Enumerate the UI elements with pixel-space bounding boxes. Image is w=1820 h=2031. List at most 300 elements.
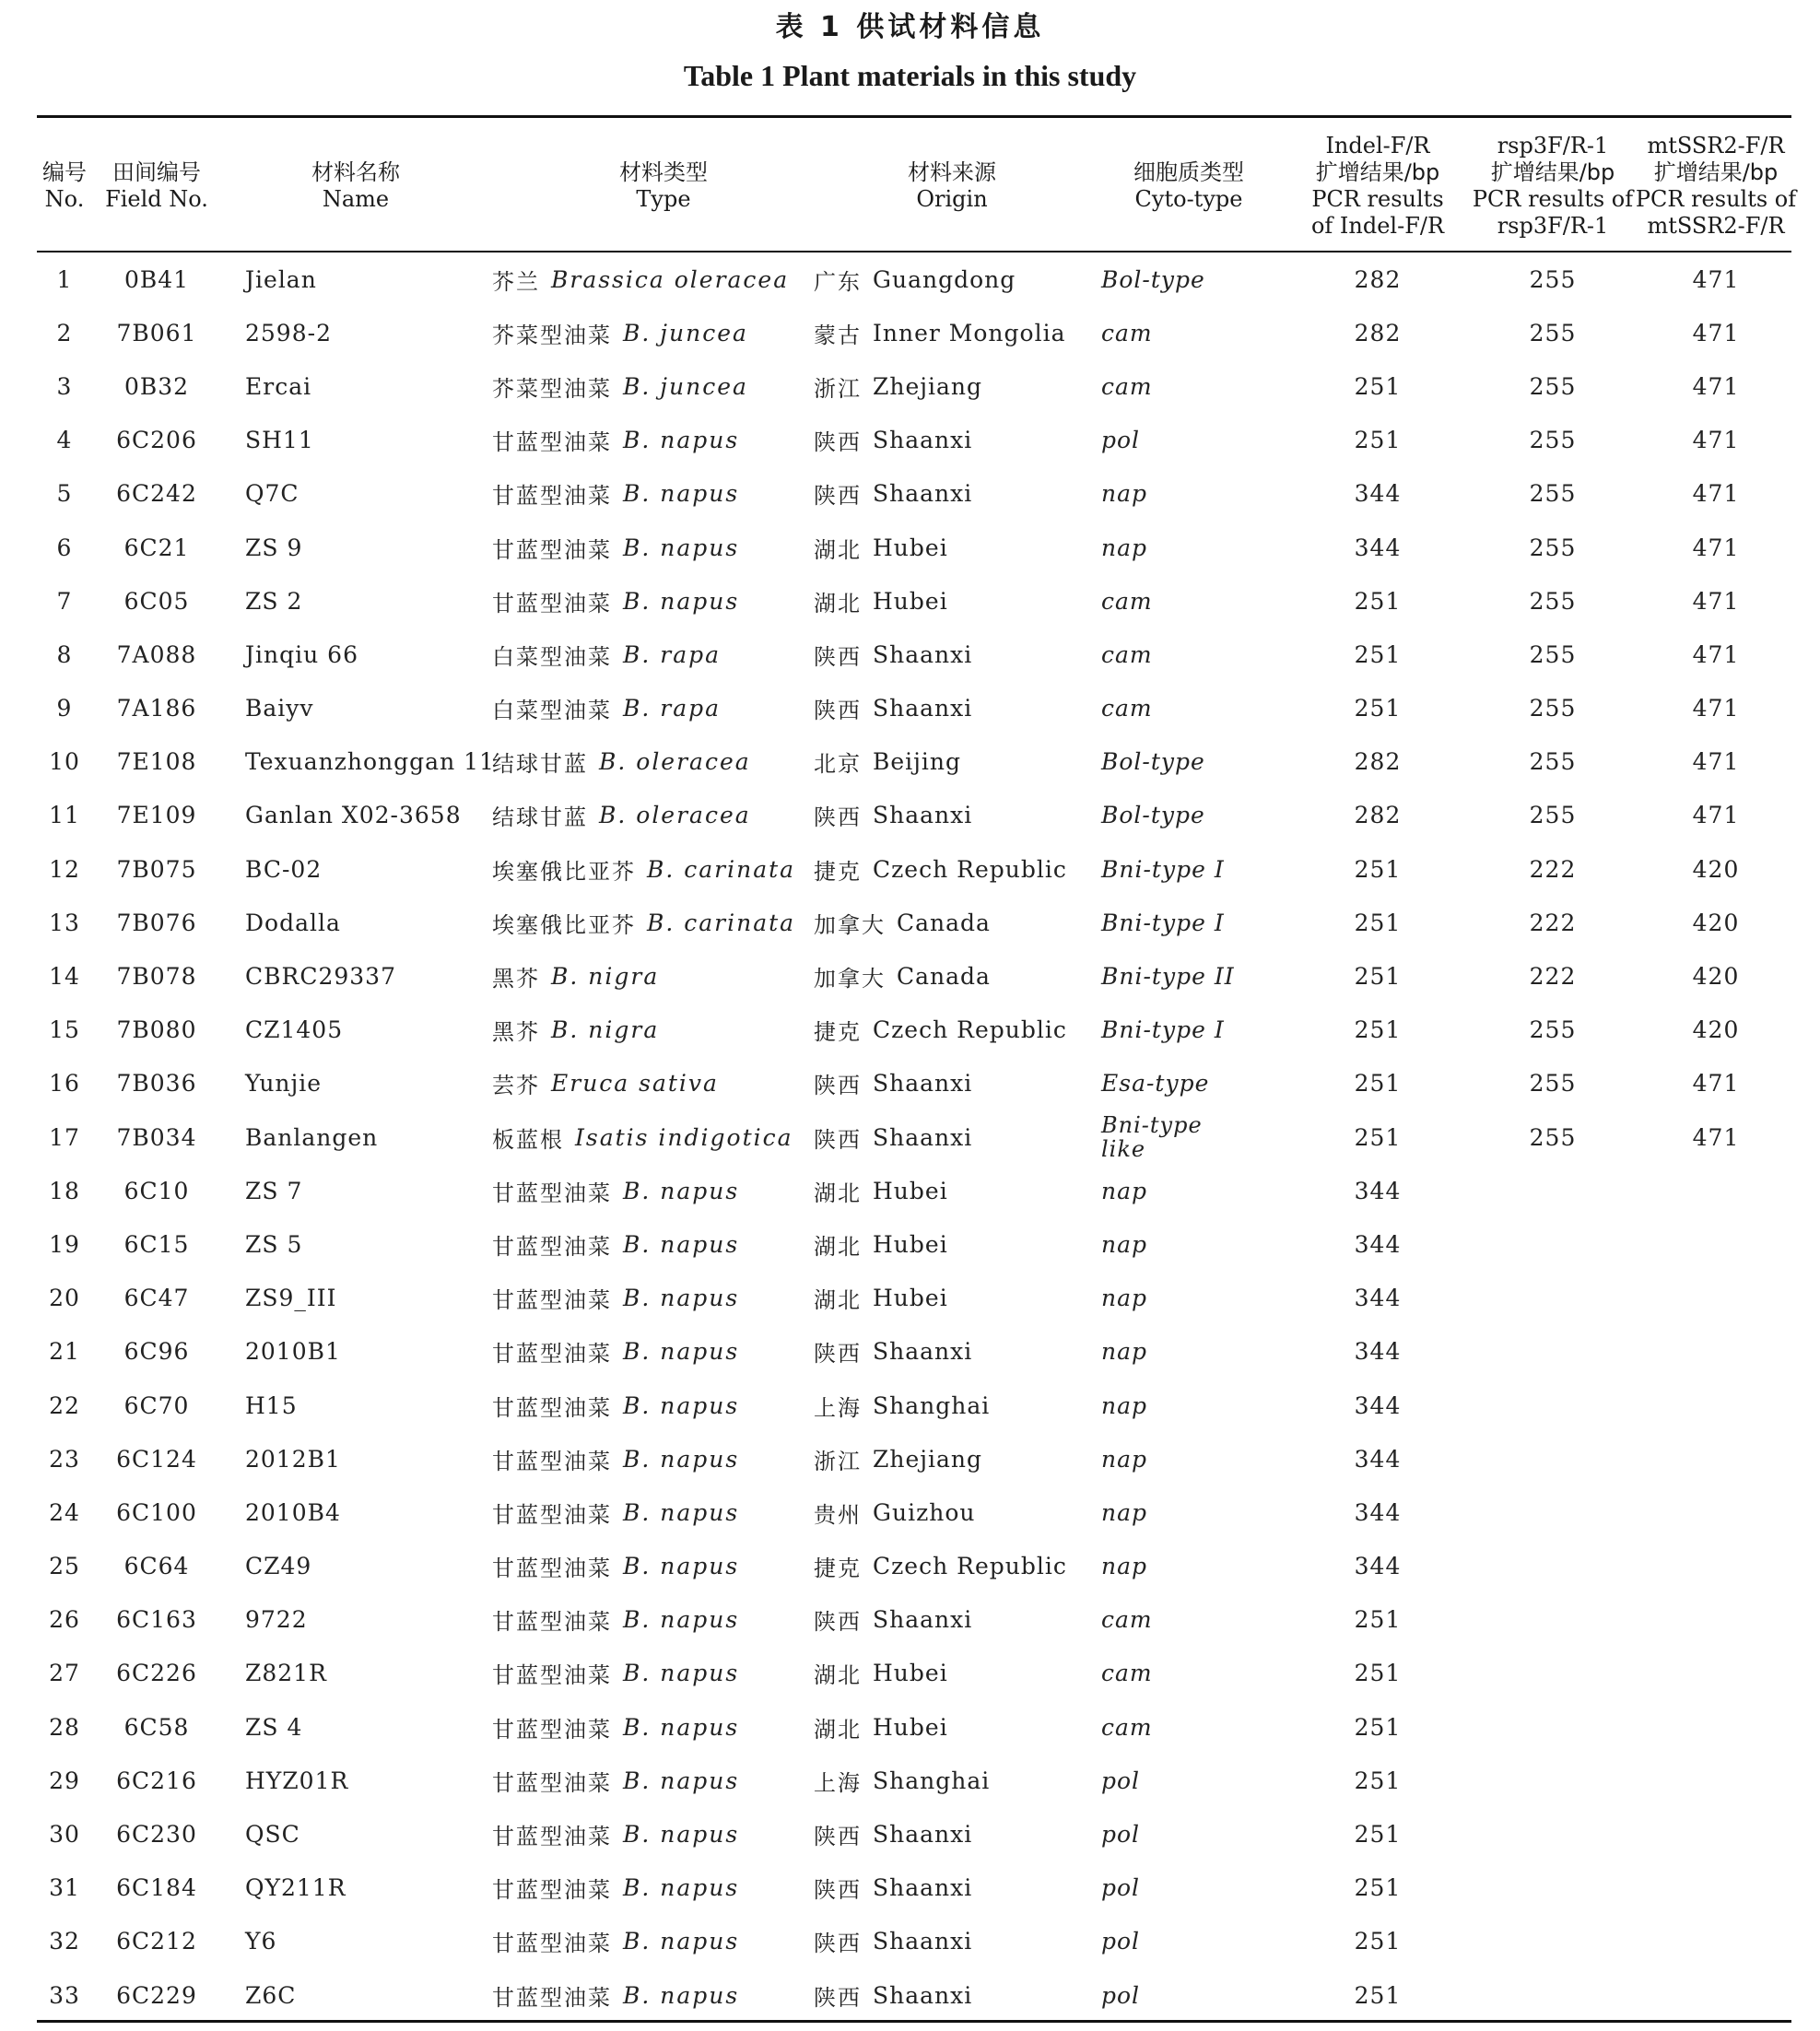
header-cyto-en: Cyto-type	[1134, 186, 1243, 212]
cell-name: Y6	[245, 1928, 277, 1955]
type-cn: 芥兰	[492, 268, 540, 295]
header-no-cn: 编号	[42, 159, 87, 185]
origin-en: Guizhou	[873, 1498, 976, 1526]
header-field-en: Field No.	[105, 186, 208, 212]
cell-name: CZ1405	[245, 1016, 344, 1044]
origin-cn: 上海	[814, 1394, 862, 1421]
cell-cyto-type	[1101, 252, 1286, 306]
cell-no: 29	[49, 1767, 80, 1794]
type-cn: 甘蓝型油菜	[492, 1877, 612, 1904]
header-origin-en: Origin	[916, 186, 988, 212]
cell-indel-result: 344	[1354, 534, 1402, 561]
origin-cn: 湖北	[814, 1716, 862, 1743]
table-row	[37, 1700, 1791, 1754]
cell-field-no: 6C216	[116, 1767, 197, 1794]
type-species: B. juncea	[623, 319, 748, 346]
cell-cyto-type	[1101, 1110, 1286, 1164]
origin-cn: 陕西	[814, 1984, 862, 2011]
cell-origin	[814, 1968, 1118, 2022]
origin-en: Shaanxi	[873, 695, 973, 722]
cell-no: 3	[56, 372, 73, 400]
cell-mtssr-result: 471	[1692, 534, 1740, 561]
type-species: B. napus	[623, 1606, 740, 1634]
cell-rsp-result: 255	[1529, 695, 1577, 722]
header-origin-cn: 材料来源	[908, 159, 996, 185]
cell-type	[492, 1272, 842, 1325]
cell-mtssr-result: 420	[1692, 909, 1740, 936]
cell-name: 9722	[245, 1606, 308, 1634]
cell-field-no: 7B078	[116, 963, 197, 991]
cyto-type-text: cam	[1101, 319, 1153, 346]
type-cn: 甘蓝型油菜	[492, 1984, 612, 2011]
table-row	[37, 414, 1791, 467]
table-row	[37, 521, 1791, 574]
cell-type	[492, 521, 842, 574]
cell-origin	[814, 252, 1118, 306]
top-rule	[37, 115, 1791, 118]
cell-name: QY211R	[245, 1874, 346, 1902]
cell-cyto-type	[1101, 1861, 1286, 1915]
cell-origin	[814, 949, 1118, 1003]
cell-field-no: 6C47	[123, 1285, 190, 1312]
type-species: B. napus	[623, 1498, 740, 1526]
origin-cn: 广东	[814, 268, 862, 295]
cell-mtssr-result: 471	[1692, 480, 1740, 508]
table-row	[37, 359, 1791, 413]
header-name-en: Name	[322, 186, 390, 212]
type-species: B. napus	[623, 1981, 740, 2009]
cell-mtssr-result: 420	[1692, 1016, 1740, 1044]
cell-indel-result: 251	[1354, 963, 1402, 991]
header-field	[92, 122, 221, 251]
cell-cyto-type	[1101, 1485, 1286, 1539]
origin-cn: 陕西	[814, 1609, 862, 1636]
table-row	[37, 252, 1791, 306]
type-cn: 芥菜型油菜	[492, 375, 612, 402]
cell-name: Q7C	[245, 480, 299, 508]
cell-indel-result: 251	[1354, 372, 1402, 400]
type-cn: 芸芥	[492, 1073, 540, 1099]
type-species: B. napus	[623, 1713, 740, 1741]
type-species: B. napus	[623, 1445, 740, 1473]
cell-mtssr-result: 471	[1692, 1070, 1740, 1098]
cell-rsp-result: 255	[1529, 534, 1577, 561]
table-row	[37, 842, 1791, 896]
table-row	[37, 896, 1791, 949]
type-species: B. napus	[623, 1177, 740, 1204]
cell-field-no: 7B076	[116, 909, 197, 936]
header-indel-l4: of Indel-F/R	[1310, 213, 1445, 239]
cell-type	[492, 682, 842, 735]
table-row	[37, 306, 1791, 359]
origin-cn: 加拿大	[814, 966, 886, 992]
cell-field-no: 6C58	[123, 1713, 190, 1741]
origin-en: Shaanxi	[873, 1821, 973, 1849]
cell-indel-result: 251	[1354, 1123, 1402, 1151]
type-species: B. napus	[623, 1928, 740, 1955]
cell-rsp-result: 255	[1529, 748, 1577, 776]
cyto-type-line2: like	[1101, 1136, 1146, 1163]
cell-origin	[814, 735, 1118, 789]
cyto-type-text: cam	[1101, 640, 1153, 668]
cell-origin	[814, 467, 1118, 521]
cell-rsp-result	[1465, 1540, 1640, 1593]
header-rsp	[1465, 122, 1640, 251]
cell-no: 20	[49, 1285, 80, 1312]
cell-mtssr-result: 471	[1692, 427, 1740, 454]
type-species: B. juncea	[623, 372, 748, 400]
cell-origin	[814, 1004, 1118, 1057]
type-cn: 甘蓝型油菜	[492, 1501, 612, 1528]
type-species: B. napus	[623, 1338, 740, 1366]
cell-field-no: 6C96	[123, 1338, 190, 1366]
cell-origin	[814, 1915, 1118, 1968]
cyto-type-text: pol	[1101, 1874, 1141, 1902]
type-cn: 甘蓝型油菜	[492, 1931, 612, 1957]
cell-name: 2012B1	[245, 1445, 341, 1473]
cell-origin	[814, 521, 1118, 574]
origin-cn: 湖北	[814, 1662, 862, 1689]
cell-cyto-type	[1101, 1754, 1286, 1807]
cell-origin	[814, 1325, 1118, 1379]
cell-no: 27	[49, 1660, 80, 1687]
origin-en: Czech Republic	[873, 1553, 1067, 1580]
cell-mtssr-result	[1640, 1325, 1791, 1379]
cyto-type-text: Esa-type	[1101, 1070, 1210, 1098]
cell-no: 21	[49, 1338, 80, 1366]
type-cn: 甘蓝型油菜	[492, 1716, 612, 1743]
header-mt-l4: mtSSR2-F/R	[1647, 213, 1785, 239]
cyto-type-text: cam	[1101, 587, 1153, 615]
cell-origin	[814, 1272, 1118, 1325]
cell-origin	[814, 1593, 1118, 1647]
origin-cn: 陕西	[814, 1341, 862, 1368]
cell-indel-result: 344	[1354, 1285, 1402, 1312]
header-origin	[814, 122, 1090, 251]
header-indel	[1290, 122, 1465, 251]
type-species: B. carinata	[647, 909, 796, 936]
cell-name: CBRC29337	[245, 963, 396, 991]
cell-origin	[814, 1217, 1118, 1271]
cell-name: QSC	[245, 1821, 300, 1849]
cell-name: BC-02	[245, 855, 323, 883]
cell-indel-result: 344	[1354, 1230, 1402, 1258]
cell-no: 31	[49, 1874, 80, 1902]
cell-type	[492, 1485, 842, 1539]
cell-name: Z821R	[245, 1660, 327, 1687]
header-name	[245, 122, 466, 251]
header-mt-l1: mtSSR2-F/R	[1647, 133, 1785, 158]
table-header	[37, 122, 1797, 251]
table-body	[37, 252, 1791, 2022]
cell-rsp-result: 222	[1529, 963, 1577, 991]
cell-type	[492, 252, 842, 306]
cell-rsp-result: 255	[1529, 1123, 1577, 1151]
cell-name: ZS 5	[245, 1230, 303, 1258]
cell-rsp-result	[1465, 1754, 1640, 1807]
origin-en: Canada	[897, 909, 991, 936]
type-species: Brassica oleracea	[551, 265, 790, 293]
type-species: B. napus	[623, 1391, 740, 1419]
origin-cn: 蒙古	[814, 322, 862, 348]
cell-mtssr-result	[1640, 1807, 1791, 1861]
cell-indel-result: 344	[1354, 1498, 1402, 1526]
table-row	[37, 1754, 1791, 1807]
cell-name: 2010B4	[245, 1498, 341, 1526]
cell-indel-result: 344	[1354, 1553, 1402, 1580]
cell-rsp-result: 222	[1529, 909, 1577, 936]
cell-field-no: 6C05	[123, 587, 190, 615]
cell-name: ZS 2	[245, 587, 303, 615]
cell-cyto-type	[1101, 1325, 1286, 1379]
type-species: B. nigra	[551, 963, 660, 991]
cell-cyto-type	[1101, 789, 1286, 842]
cyto-type-text: nap	[1101, 1285, 1148, 1312]
cell-name: Yunjie	[245, 1070, 323, 1098]
cell-origin	[814, 1379, 1118, 1432]
origin-en: Hubei	[873, 1177, 948, 1204]
header-rsp-l4: rsp3F/R-1	[1497, 213, 1609, 239]
cyto-type-text: Bni-type I	[1101, 1016, 1225, 1044]
type-species: B. napus	[623, 480, 740, 508]
table-row	[37, 949, 1791, 1003]
type-species: Eruca sativa	[551, 1070, 719, 1098]
cell-mtssr-result: 471	[1692, 1123, 1740, 1151]
cell-rsp-result	[1465, 1700, 1640, 1754]
cell-name: SH11	[245, 427, 314, 454]
header-name-cn: 材料名称	[311, 159, 400, 185]
origin-cn: 湖北	[814, 536, 862, 563]
cyto-type-text: nap	[1101, 1445, 1148, 1473]
type-species: B. rapa	[623, 695, 722, 722]
type-species: B. napus	[623, 1553, 740, 1580]
cell-mtssr-result: 471	[1692, 802, 1740, 829]
cell-rsp-result: 255	[1529, 319, 1577, 346]
header-indel-l3: PCR results	[1311, 186, 1444, 212]
cell-cyto-type	[1101, 735, 1286, 789]
type-species: B. napus	[623, 587, 740, 615]
cell-no: 16	[49, 1070, 80, 1098]
cell-rsp-result: 255	[1529, 427, 1577, 454]
origin-en: Shaanxi	[873, 1928, 973, 1955]
origin-cn: 陕西	[814, 1126, 862, 1153]
table-row	[37, 1540, 1791, 1593]
cell-no: 10	[49, 748, 80, 776]
cell-mtssr-result	[1640, 1540, 1791, 1593]
header-field-cn: 田间编号	[112, 159, 201, 185]
cell-field-no: 6C212	[116, 1928, 197, 1955]
cell-name: ZS 9	[245, 534, 303, 561]
cell-origin	[814, 306, 1118, 359]
origin-cn: 加拿大	[814, 911, 886, 938]
cyto-type-text: Bol-type	[1101, 748, 1205, 776]
cell-no: 24	[49, 1498, 80, 1526]
cell-no: 32	[49, 1928, 80, 1955]
cell-origin	[814, 1485, 1118, 1539]
cyto-type-text: pol	[1101, 1928, 1141, 1955]
cell-cyto-type	[1101, 1432, 1286, 1485]
origin-cn: 陕西	[814, 643, 862, 670]
cell-mtssr-result: 471	[1692, 265, 1740, 293]
type-cn: 甘蓝型油菜	[492, 1662, 612, 1689]
cell-name: H15	[245, 1391, 298, 1419]
origin-en: Guangdong	[873, 265, 1016, 293]
header-rsp-l2: 扩增结果/bp	[1490, 159, 1615, 185]
cell-cyto-type	[1101, 521, 1286, 574]
type-species: B. napus	[623, 1285, 740, 1312]
table-row	[37, 1861, 1791, 1915]
origin-en: Czech Republic	[873, 1016, 1067, 1044]
origin-cn: 捷克	[814, 858, 862, 885]
header-indel-l2: 扩增结果/bp	[1315, 159, 1440, 185]
cell-type	[492, 628, 842, 681]
cell-field-no: 7B061	[116, 319, 197, 346]
cell-no: 28	[49, 1713, 80, 1741]
cell-type	[492, 1807, 842, 1861]
header-no	[37, 122, 92, 251]
cell-name: Dodalla	[245, 909, 341, 936]
header-type	[516, 122, 811, 251]
table-row	[37, 1110, 1791, 1164]
origin-cn: 湖北	[814, 1180, 862, 1206]
type-species: B. oleracea	[599, 748, 751, 776]
cell-no: 4	[56, 427, 73, 454]
header-cyto	[1097, 122, 1281, 251]
type-cn: 结球甘蓝	[492, 751, 588, 778]
cyto-type-text: nap	[1101, 1177, 1148, 1204]
origin-cn: 陕西	[814, 429, 862, 456]
cell-cyto-type	[1101, 949, 1286, 1003]
origin-en: Beijing	[873, 748, 962, 776]
origin-en: Shaanxi	[873, 802, 973, 829]
header-rsp-l3: PCR results of	[1472, 186, 1634, 212]
cell-origin	[814, 1700, 1118, 1754]
cell-type	[492, 896, 842, 949]
cell-type	[492, 574, 842, 628]
cell-no: 23	[49, 1445, 80, 1473]
cell-type	[492, 1164, 842, 1217]
type-species: B. napus	[623, 1767, 740, 1794]
cell-mtssr-result	[1640, 1861, 1791, 1915]
header-indel-l1: Indel-F/R	[1325, 133, 1430, 158]
origin-en: Hubei	[873, 1230, 948, 1258]
cell-no: 11	[49, 802, 80, 829]
origin-en: Hubei	[873, 587, 948, 615]
cell-mtssr-result	[1640, 1754, 1791, 1807]
cell-no: 1	[56, 265, 73, 293]
table-row	[37, 1057, 1791, 1110]
origin-en: Hubei	[873, 534, 948, 561]
cell-field-no: 7B036	[116, 1070, 197, 1098]
cell-mtssr-result: 471	[1692, 640, 1740, 668]
cell-field-no: 6C226	[116, 1660, 197, 1687]
type-cn: 甘蓝型油菜	[492, 1609, 612, 1636]
cell-type	[492, 467, 842, 521]
cell-field-no: 6C242	[116, 480, 197, 508]
cell-mtssr-result: 420	[1692, 855, 1740, 883]
cell-name: Ganlan X02-3658	[245, 802, 462, 829]
table-row	[37, 1432, 1791, 1485]
cell-field-no: 6C230	[116, 1821, 197, 1849]
type-species: B. nigra	[551, 1016, 660, 1044]
cell-type	[492, 1325, 842, 1379]
cyto-type-text: nap	[1101, 480, 1148, 508]
origin-en: Hubei	[873, 1660, 948, 1687]
type-cn: 甘蓝型油菜	[492, 1394, 612, 1421]
cell-indel-result: 282	[1354, 748, 1402, 776]
cell-type	[492, 1915, 842, 1968]
cell-name: Jinqiu 66	[245, 640, 358, 668]
origin-en: Shaanxi	[873, 1123, 973, 1151]
cell-mtssr-result: 471	[1692, 748, 1740, 776]
cell-indel-result: 251	[1354, 1767, 1402, 1794]
origin-cn: 湖北	[814, 1233, 862, 1260]
type-cn: 结球甘蓝	[492, 804, 588, 831]
cell-rsp-result	[1465, 1164, 1640, 1217]
cell-name: Z6C	[245, 1981, 297, 2009]
cell-type	[492, 1754, 842, 1807]
type-cn: 甘蓝型油菜	[492, 483, 612, 510]
cell-rsp-result	[1465, 1432, 1640, 1485]
type-cn: 黑芥	[492, 966, 540, 992]
cell-cyto-type	[1101, 414, 1286, 467]
cell-name: Baiyv	[245, 695, 314, 722]
cell-field-no: 6C10	[123, 1177, 190, 1204]
cell-no: 12	[49, 855, 80, 883]
origin-cn: 北京	[814, 751, 862, 778]
table-row	[37, 1164, 1791, 1217]
table-row	[37, 467, 1791, 521]
origin-en: Shaanxi	[873, 1338, 973, 1366]
cell-cyto-type	[1101, 1272, 1286, 1325]
cell-type	[492, 1700, 842, 1754]
cell-indel-result: 251	[1354, 1016, 1402, 1044]
cell-no: 5	[56, 480, 73, 508]
cyto-type-text: nap	[1101, 1498, 1148, 1526]
type-species: B. napus	[623, 1874, 740, 1902]
cell-name: CZ49	[245, 1553, 312, 1580]
type-species: B. napus	[623, 1660, 740, 1687]
cell-no: 7	[56, 587, 73, 615]
cell-cyto-type	[1101, 896, 1286, 949]
origin-en: Shanghai	[873, 1391, 991, 1419]
cell-field-no: 7B080	[116, 1016, 197, 1044]
cell-no: 26	[49, 1606, 80, 1634]
table-title-en: Table 1 Plant materials in this study	[683, 59, 1137, 92]
origin-cn: 浙江	[814, 375, 862, 402]
cell-mtssr-result	[1640, 1700, 1791, 1754]
cell-rsp-result: 255	[1529, 587, 1577, 615]
origin-cn: 湖北	[814, 1287, 862, 1314]
cell-field-no: 0B41	[123, 265, 190, 293]
cell-type	[492, 1432, 842, 1485]
cell-type	[492, 949, 842, 1003]
type-cn: 甘蓝型油菜	[492, 1180, 612, 1206]
cell-indel-result: 251	[1354, 855, 1402, 883]
cell-mtssr-result: 420	[1692, 963, 1740, 991]
cell-origin	[814, 1164, 1118, 1217]
cell-rsp-result: 222	[1529, 855, 1577, 883]
cell-field-no: 6C184	[116, 1874, 197, 1902]
cell-type	[492, 1004, 842, 1057]
cyto-type-text: nap	[1101, 1391, 1148, 1419]
type-species: B. napus	[623, 1230, 740, 1258]
cyto-type-text: nap	[1101, 1230, 1148, 1258]
type-cn: 甘蓝型油菜	[492, 1341, 612, 1368]
cell-indel-result: 282	[1354, 802, 1402, 829]
cell-field-no: 7B034	[116, 1123, 197, 1151]
cell-origin	[814, 1432, 1118, 1485]
